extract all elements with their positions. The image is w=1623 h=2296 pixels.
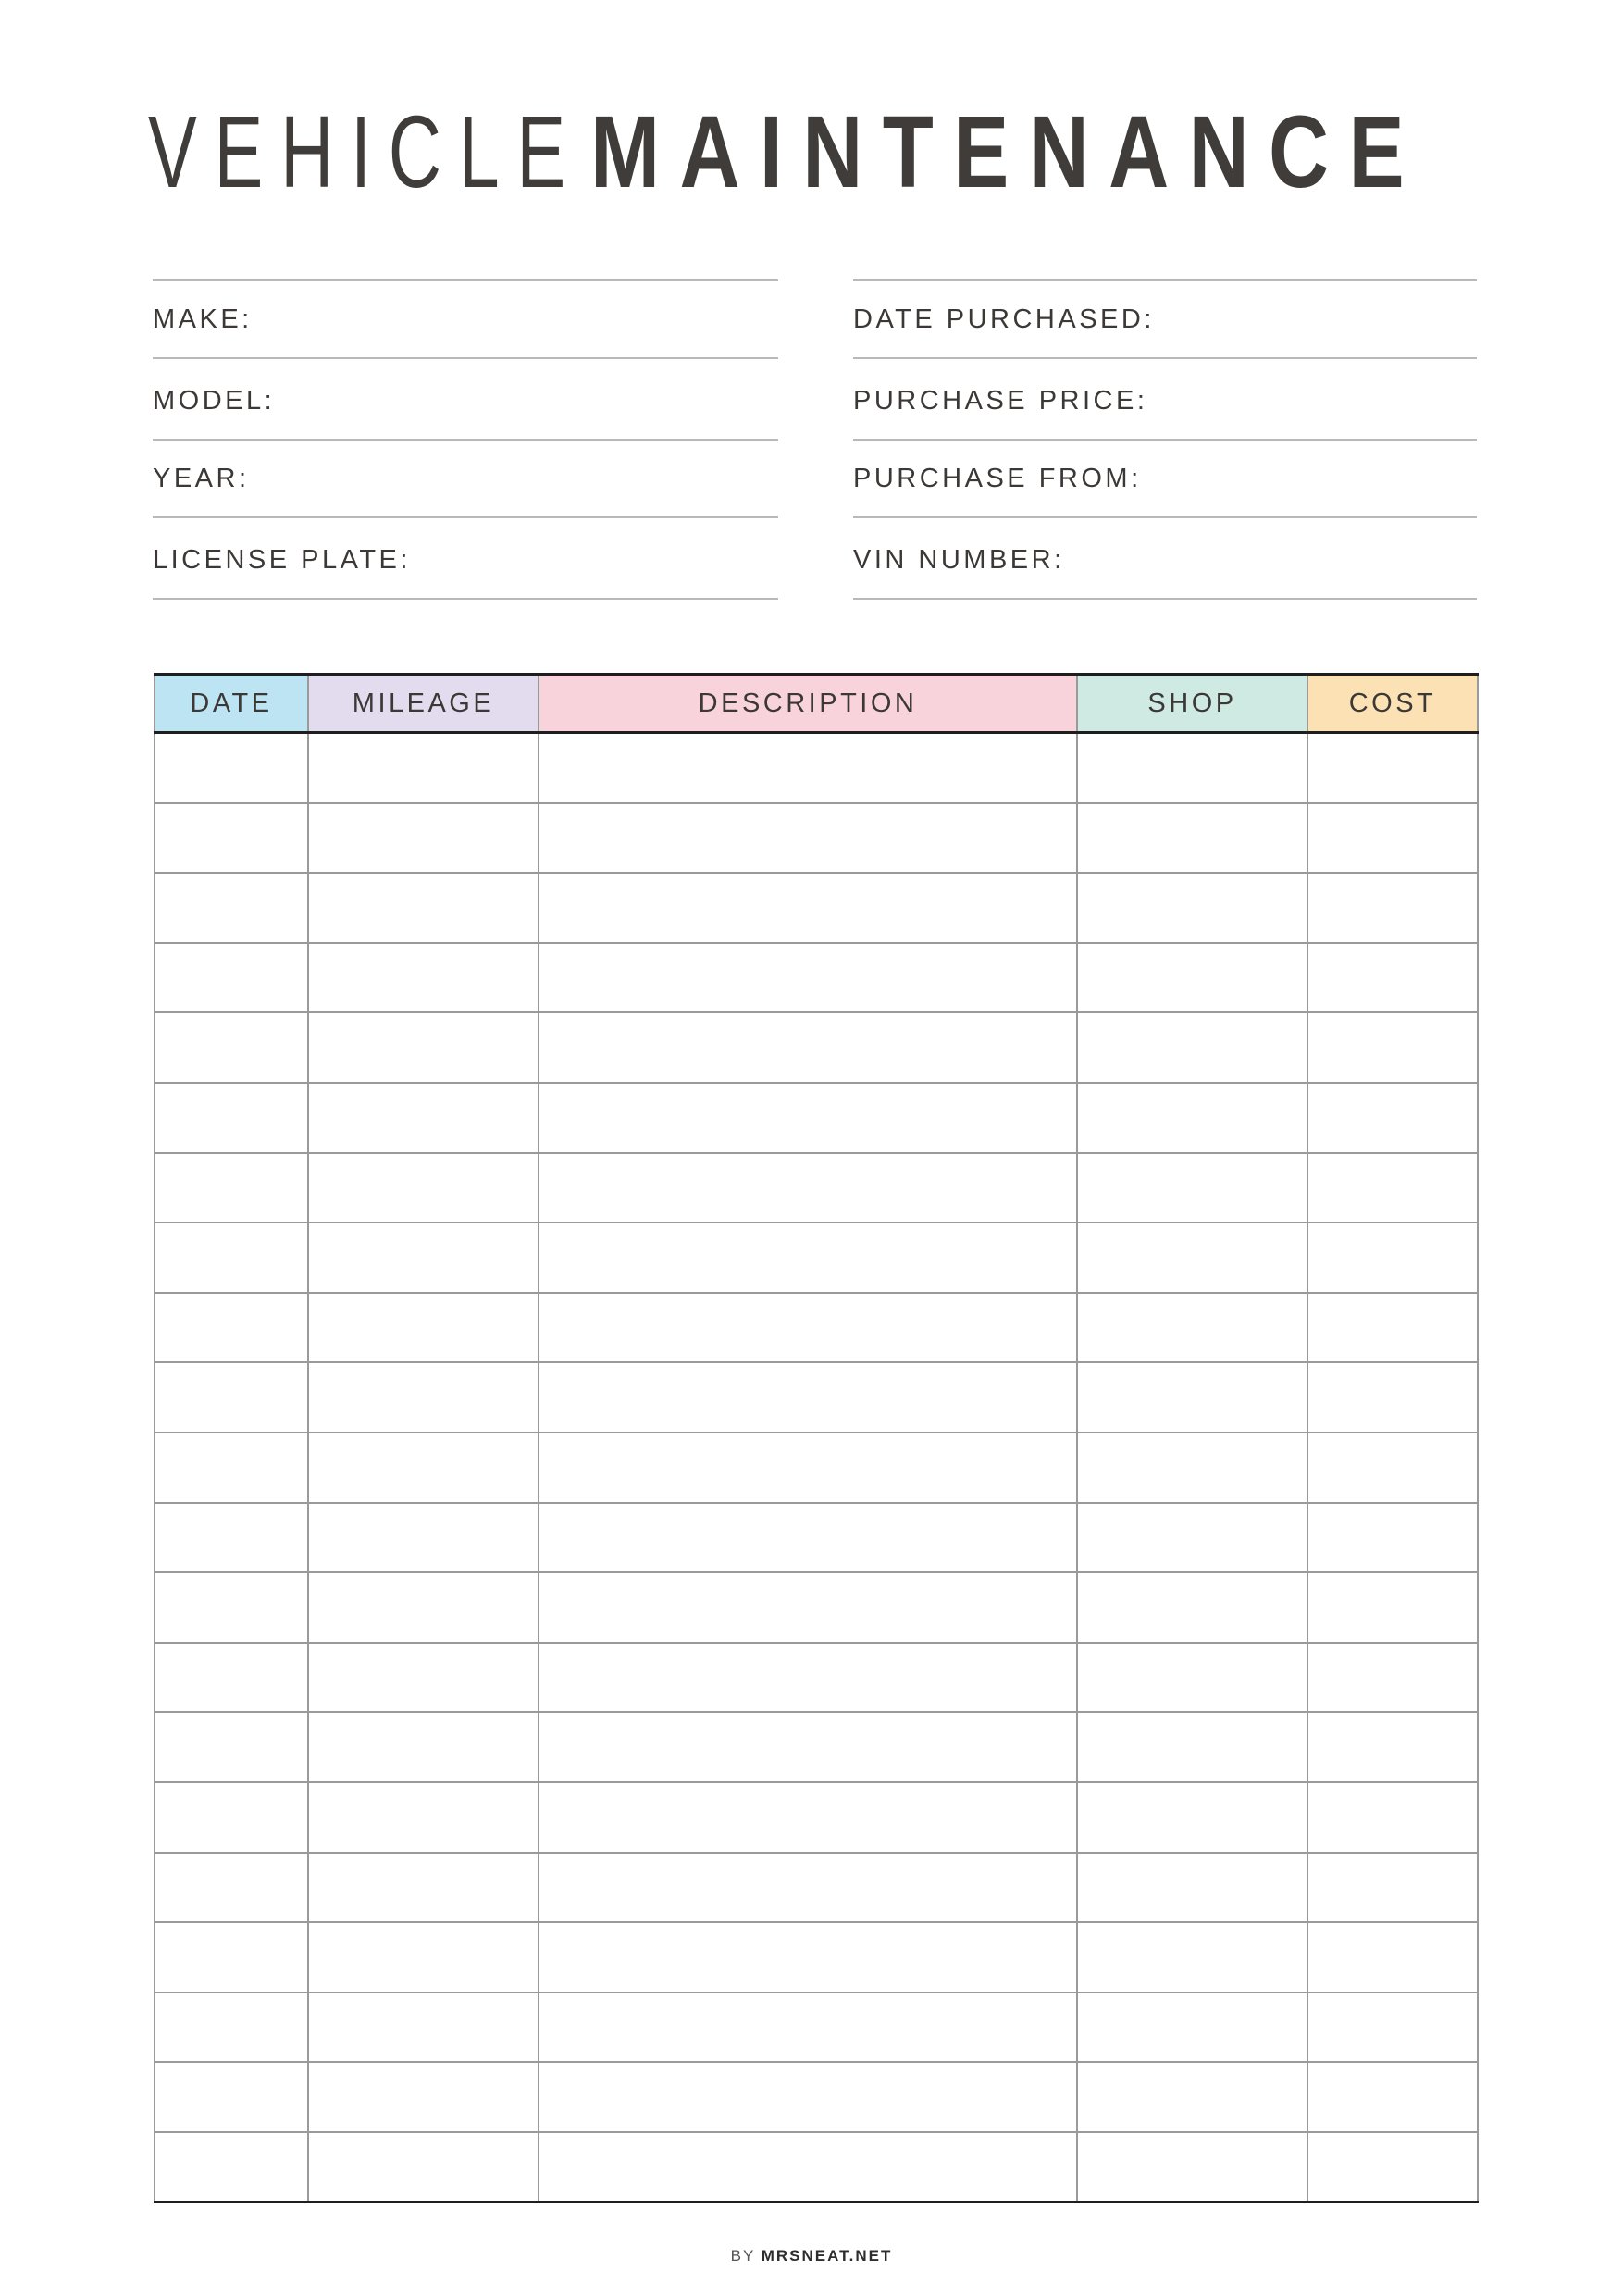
table-cell-cost[interactable] — [1307, 1222, 1478, 1293]
vin-number-field[interactable] — [853, 518, 1477, 600]
table-row — [155, 733, 1478, 803]
table-cell-mileage[interactable] — [308, 2062, 539, 2132]
table-cell-cost[interactable] — [1307, 1362, 1478, 1433]
title-bold-word: MAINTENANCE — [590, 95, 1424, 209]
table-row — [155, 873, 1478, 943]
table-cell-description[interactable] — [539, 803, 1077, 874]
table-cell-cost[interactable] — [1307, 1922, 1478, 1992]
table-row — [155, 1293, 1478, 1363]
table-cell-date[interactable] — [155, 1643, 308, 1713]
table-cell-shop[interactable] — [1077, 1362, 1307, 1433]
table-row — [155, 1012, 1478, 1083]
table-cell-date[interactable] — [155, 1433, 308, 1503]
table-cell-cost[interactable] — [1307, 2062, 1478, 2132]
table-cell-description[interactable] — [539, 1503, 1077, 1573]
table-row — [155, 1992, 1478, 2063]
table-cell-shop[interactable] — [1077, 1433, 1307, 1503]
table-cell-cost[interactable] — [1307, 733, 1478, 803]
table-cell-shop[interactable] — [1077, 1853, 1307, 1923]
table-cell-shop[interactable] — [1077, 2062, 1307, 2132]
table-cell-date[interactable] — [155, 1572, 308, 1643]
table-cell-cost[interactable] — [1307, 803, 1478, 874]
table-cell-mileage[interactable] — [308, 1433, 539, 1503]
table-cell-description[interactable] — [539, 1222, 1077, 1293]
license-plate-label: LICENSE PLATE: — [153, 545, 411, 575]
table-cell-shop[interactable] — [1077, 873, 1307, 943]
table-row — [155, 1222, 1478, 1293]
table-cell-description[interactable] — [539, 2062, 1077, 2132]
table-cell-cost[interactable] — [1307, 1572, 1478, 1643]
table-row — [155, 1433, 1478, 1503]
table-cell-mileage[interactable] — [308, 1293, 539, 1363]
table-cell-shop[interactable] — [1077, 1992, 1307, 2063]
table-cell-mileage[interactable] — [308, 1083, 539, 1153]
table-row — [155, 1153, 1478, 1223]
log-body — [155, 733, 1478, 2203]
table-cell-mileage[interactable] — [308, 1922, 539, 1992]
col-shop-header: SHOP — [1077, 675, 1307, 733]
purchase-price-field[interactable] — [853, 359, 1477, 441]
table-row — [155, 1362, 1478, 1433]
table-cell-shop[interactable] — [1077, 803, 1307, 874]
table-cell-date[interactable] — [155, 803, 308, 874]
table-cell-shop[interactable] — [1077, 1222, 1307, 1293]
col-date-header: DATE — [155, 675, 308, 733]
table-cell-description[interactable] — [539, 1712, 1077, 1782]
table-cell-cost[interactable] — [1307, 2132, 1478, 2203]
table-cell-description[interactable] — [539, 1782, 1077, 1853]
table-row — [155, 1572, 1478, 1643]
table-cell-shop[interactable] — [1077, 1712, 1307, 1782]
table-cell-description[interactable] — [539, 1643, 1077, 1713]
title-light-word: VEHICLE — [148, 95, 583, 209]
table-cell-description[interactable] — [539, 733, 1077, 803]
table-row — [155, 1922, 1478, 1992]
table-cell-date[interactable] — [155, 1992, 308, 2063]
table-cell-date[interactable] — [155, 1083, 308, 1153]
page-title — [148, 95, 1424, 209]
table-cell-cost[interactable] — [1307, 1012, 1478, 1083]
model-label: MODEL: — [153, 386, 276, 416]
footer-credit — [0, 2247, 1623, 2265]
table-cell-description[interactable] — [539, 2132, 1077, 2203]
table-cell-description[interactable] — [539, 1293, 1077, 1363]
purchase-price-label: PURCHASE PRICE: — [853, 386, 1148, 416]
table-cell-cost[interactable] — [1307, 873, 1478, 943]
vin-number-label: VIN NUMBER: — [853, 545, 1065, 575]
table-cell-date[interactable] — [155, 1012, 308, 1083]
table-cell-description[interactable] — [539, 1012, 1077, 1083]
table-cell-date[interactable] — [155, 2062, 308, 2132]
table-cell-mileage[interactable] — [308, 1012, 539, 1083]
table-cell-cost[interactable] — [1307, 1643, 1478, 1713]
license-plate-field[interactable] — [153, 518, 778, 600]
table-cell-mileage[interactable] — [308, 803, 539, 874]
table-row — [155, 1712, 1478, 1782]
table-cell-mileage[interactable] — [308, 1643, 539, 1713]
table-cell-date[interactable] — [155, 1712, 308, 1782]
table-cell-mileage[interactable] — [308, 1712, 539, 1782]
table-cell-shop[interactable] — [1077, 1782, 1307, 1853]
table-cell-shop[interactable] — [1077, 943, 1307, 1013]
table-cell-date[interactable] — [155, 943, 308, 1013]
table-row — [155, 1643, 1478, 1713]
purchase-from-field[interactable] — [853, 441, 1477, 518]
table-cell-cost[interactable] — [1307, 1433, 1478, 1503]
table-cell-description[interactable] — [539, 943, 1077, 1013]
table-cell-shop[interactable] — [1077, 1922, 1307, 1992]
date-purchased-label: DATE PURCHASED: — [853, 304, 1155, 334]
table-cell-description[interactable] — [539, 1433, 1077, 1503]
table-cell-description[interactable] — [539, 1083, 1077, 1153]
table-cell-mileage[interactable] — [308, 733, 539, 803]
table-cell-mileage[interactable] — [308, 1222, 539, 1293]
table-row — [155, 803, 1478, 874]
purchase-from-label: PURCHASE FROM: — [853, 464, 1142, 493]
year-label: YEAR: — [153, 464, 250, 493]
table-cell-shop[interactable] — [1077, 2132, 1307, 2203]
header-row — [155, 675, 1478, 733]
footer-site: MRSNEAT.NET — [761, 2247, 893, 2265]
table-cell-cost[interactable] — [1307, 1153, 1478, 1223]
table-cell-shop[interactable] — [1077, 1643, 1307, 1713]
table-cell-description[interactable] — [539, 1922, 1077, 1992]
table-cell-date[interactable] — [155, 1853, 308, 1923]
table-cell-mileage[interactable] — [308, 2132, 539, 2203]
table-cell-shop[interactable] — [1077, 1083, 1307, 1153]
table-cell-mileage[interactable] — [308, 1992, 539, 2063]
table-cell-date[interactable] — [155, 1362, 308, 1433]
make-label: MAKE: — [153, 304, 253, 334]
table-row — [155, 2062, 1478, 2132]
table-cell-mileage[interactable] — [308, 1153, 539, 1223]
table-cell-mileage[interactable] — [308, 1853, 539, 1923]
table-cell-mileage[interactable] — [308, 1782, 539, 1853]
table-cell-date[interactable] — [155, 1782, 308, 1853]
table-cell-date[interactable] — [155, 733, 308, 803]
table-cell-cost[interactable] — [1307, 1712, 1478, 1782]
table-cell-date[interactable] — [155, 1922, 308, 1992]
table-cell-date[interactable] — [155, 1293, 308, 1363]
vehicle-info-right — [853, 279, 1477, 600]
table-cell-cost[interactable] — [1307, 1083, 1478, 1153]
year-field[interactable] — [153, 441, 778, 518]
table-cell-mileage[interactable] — [308, 1572, 539, 1643]
col-mileage-header: MILEAGE — [308, 675, 539, 733]
table-cell-shop[interactable] — [1077, 1012, 1307, 1083]
table-cell-mileage[interactable] — [308, 1362, 539, 1433]
table-cell-mileage[interactable] — [308, 943, 539, 1013]
table-cell-cost[interactable] — [1307, 1992, 1478, 2063]
table-cell-cost[interactable] — [1307, 1782, 1478, 1853]
table-cell-date[interactable] — [155, 2132, 308, 2203]
footer-by: BY — [730, 2247, 755, 2265]
table-cell-mileage[interactable] — [308, 1503, 539, 1573]
table-row — [155, 1853, 1478, 1923]
table-row — [155, 1083, 1478, 1153]
table-cell-description[interactable] — [539, 1153, 1077, 1223]
table-cell-mileage[interactable] — [308, 873, 539, 943]
table-cell-description[interactable] — [539, 873, 1077, 943]
col-cost-header: COST — [1307, 675, 1478, 733]
table-cell-shop[interactable] — [1077, 1503, 1307, 1573]
table-row — [155, 1503, 1478, 1573]
table-row — [155, 1782, 1478, 1853]
table-cell-cost[interactable] — [1307, 1853, 1478, 1923]
table-cell-date[interactable] — [155, 1503, 308, 1573]
table-cell-cost[interactable] — [1307, 1293, 1478, 1363]
table-cell-description[interactable] — [539, 1362, 1077, 1433]
table-row — [155, 943, 1478, 1013]
table-cell-description[interactable] — [539, 1572, 1077, 1643]
col-description-header: DESCRIPTION — [539, 675, 1077, 733]
maintenance-log-table — [154, 673, 1479, 2203]
table-cell-shop[interactable] — [1077, 1293, 1307, 1363]
table-cell-cost[interactable] — [1307, 1503, 1478, 1573]
vehicle-info-left — [153, 279, 778, 600]
table-cell-date[interactable] — [155, 873, 308, 943]
model-field[interactable] — [153, 359, 778, 441]
table-row — [155, 2132, 1478, 2203]
table-cell-date[interactable] — [155, 1222, 308, 1293]
table-cell-description[interactable] — [539, 1853, 1077, 1923]
make-field[interactable] — [153, 281, 778, 359]
table-cell-cost[interactable] — [1307, 943, 1478, 1013]
table-cell-shop[interactable] — [1077, 1572, 1307, 1643]
table-cell-shop[interactable] — [1077, 1153, 1307, 1223]
table-cell-shop[interactable] — [1077, 733, 1307, 803]
date-purchased-field[interactable] — [853, 281, 1477, 359]
table-cell-date[interactable] — [155, 1153, 308, 1223]
table-cell-description[interactable] — [539, 1992, 1077, 2063]
